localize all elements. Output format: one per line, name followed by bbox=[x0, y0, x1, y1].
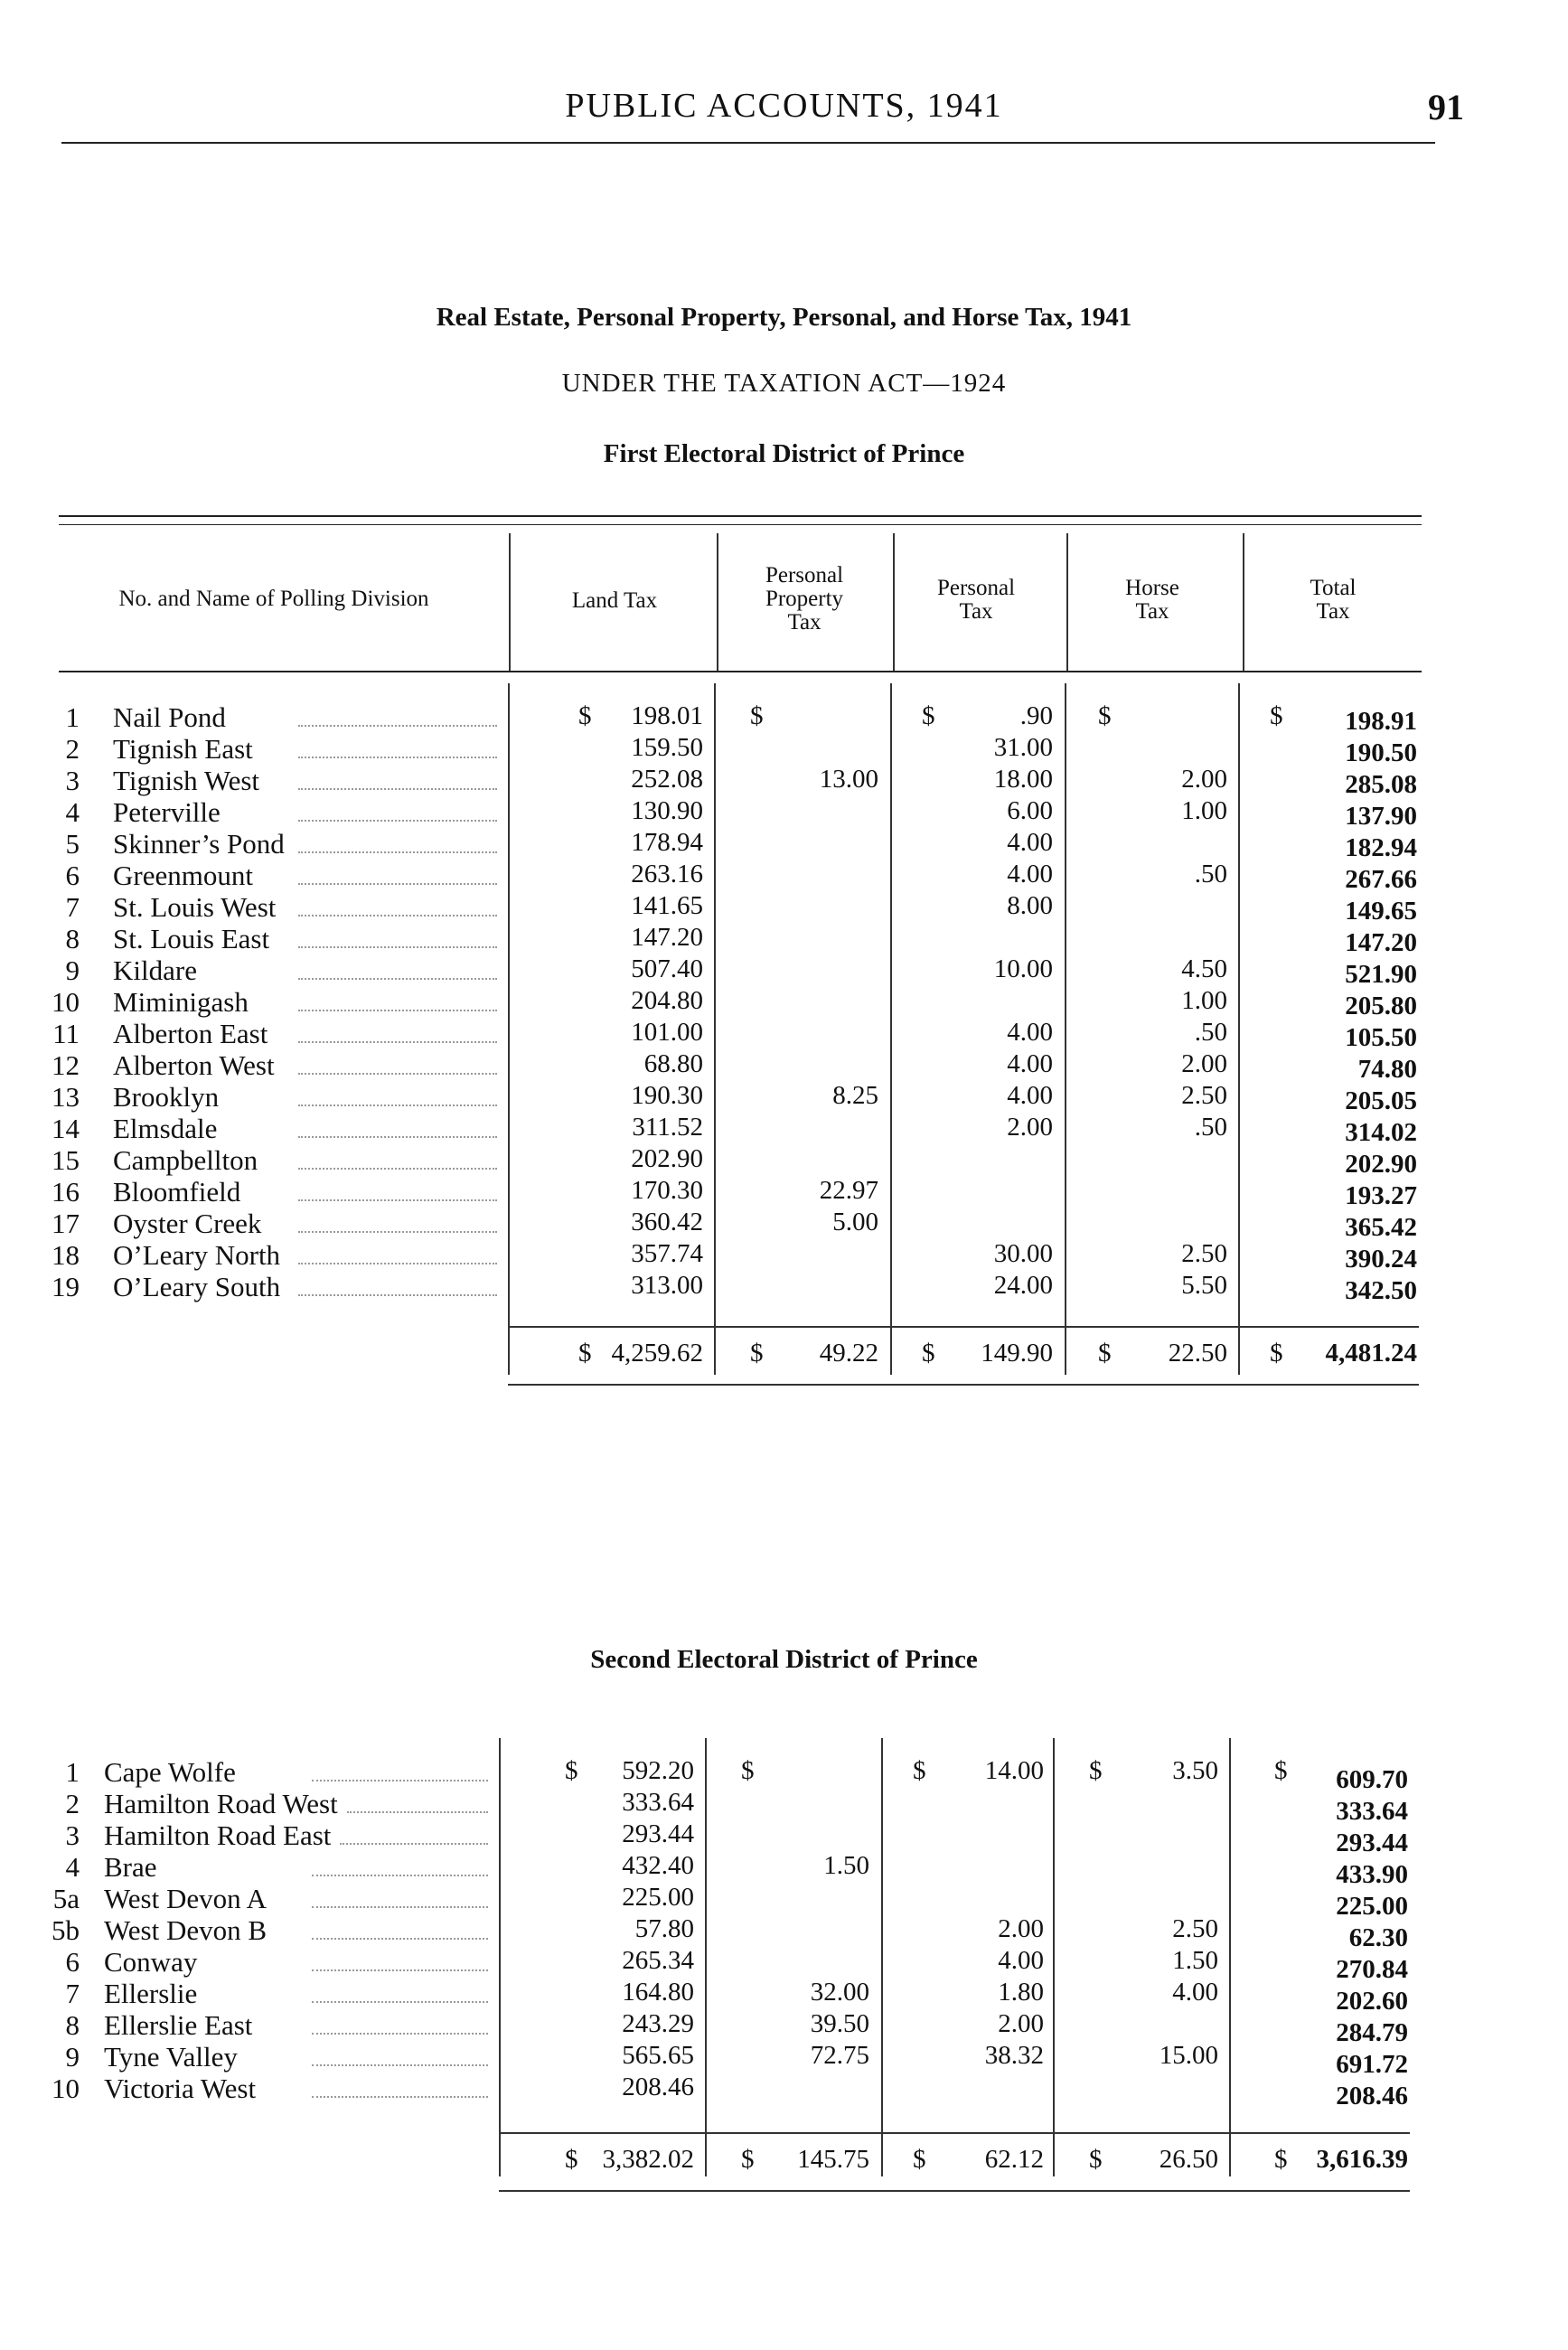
sum-rule bbox=[1053, 2132, 1229, 2134]
land-tax-value: 252.08 bbox=[631, 765, 703, 794]
polling-division-name: St. Louis East bbox=[113, 923, 270, 954]
personal-tax-value: 30.00 bbox=[993, 1239, 1053, 1268]
table-head-rule-bottom bbox=[59, 671, 1422, 672]
personal-tax-value: 2.00 bbox=[998, 2009, 1044, 2038]
total-tax-value: 205.05 bbox=[1345, 1086, 1417, 1115]
polling-division-name: St. Louis West bbox=[113, 891, 277, 923]
dot-leader bbox=[298, 1294, 497, 1296]
currency-symbol: $ bbox=[750, 1339, 764, 1368]
polling-division-name: Alberton East bbox=[113, 1018, 268, 1049]
table-row bbox=[0, 1756, 1568, 1794]
polling-division-name: West Devon A bbox=[104, 1883, 268, 1914]
table-row bbox=[0, 2009, 1568, 2047]
land-tax-total: 4,259.62 bbox=[611, 1339, 703, 1368]
land-tax-value: 101.00 bbox=[631, 1018, 703, 1047]
polling-division-name: Skinner’s Pond bbox=[113, 828, 285, 860]
header-rule bbox=[61, 142, 1435, 144]
land-tax-value: 141.65 bbox=[631, 891, 703, 920]
row-number: 2 bbox=[65, 1788, 80, 1819]
total-tax-value: 202.90 bbox=[1345, 1150, 1417, 1179]
currency-symbol: $ bbox=[565, 1756, 578, 1785]
header-separator bbox=[893, 533, 895, 671]
polling-division-name: Greenmount bbox=[113, 860, 253, 891]
land-tax-value: 164.80 bbox=[622, 1978, 694, 2007]
polling-division-name: Elmsdale bbox=[113, 1113, 218, 1144]
total-tax-value: 182.94 bbox=[1345, 833, 1417, 862]
row-number: 2 bbox=[65, 733, 80, 765]
land-tax-value: 507.40 bbox=[631, 954, 703, 983]
row-number: 17 bbox=[52, 1208, 80, 1239]
personal-property-tax-total: 49.22 bbox=[819, 1339, 878, 1368]
polling-division-name: Ellerslie East bbox=[104, 2009, 253, 2041]
total-tax-value: 521.90 bbox=[1345, 960, 1417, 989]
horse-tax-value: 3.50 bbox=[1172, 1756, 1218, 1785]
table-row bbox=[0, 828, 1568, 860]
table-row bbox=[0, 701, 1568, 734]
horse-tax-value: 5.50 bbox=[1181, 1271, 1227, 1300]
header-separator bbox=[717, 533, 718, 671]
polling-division-name: Peterville bbox=[113, 796, 221, 828]
total-tax-value: 225.00 bbox=[1336, 1892, 1408, 1921]
total-tax-value: 293.44 bbox=[1336, 1828, 1408, 1857]
sum-rule bbox=[1065, 1384, 1238, 1386]
dot-leader bbox=[312, 1780, 488, 1781]
row-number: 4 bbox=[65, 796, 80, 828]
row-number: 5b bbox=[52, 1914, 80, 1946]
currency-symbol: $ bbox=[1098, 701, 1112, 730]
polling-division-name: Hamilton Road East bbox=[104, 1819, 332, 1851]
land-tax-value: 263.16 bbox=[631, 860, 703, 888]
dot-leader bbox=[298, 1168, 497, 1170]
horse-tax-value: 1.00 bbox=[1181, 796, 1227, 825]
table-title: Real Estate, Personal Property, Personal, and Horse Tax, 1941 bbox=[436, 303, 1132, 332]
sum-rule bbox=[705, 2132, 881, 2134]
personal-tax-value: 1.80 bbox=[998, 1978, 1044, 2007]
personal-tax-total: 62.12 bbox=[984, 2145, 1044, 2174]
currency-symbol: $ bbox=[750, 701, 764, 730]
personal-tax-total: 149.90 bbox=[981, 1339, 1053, 1368]
horse-tax-value: 1.00 bbox=[1181, 986, 1227, 1015]
currency-symbol: $ bbox=[913, 1756, 926, 1785]
district-title-first: First Electoral District of Prince bbox=[603, 439, 965, 468]
personal-tax-value: 4.00 bbox=[1007, 828, 1053, 857]
sum-rule bbox=[508, 1326, 714, 1328]
sum-rule bbox=[499, 2190, 705, 2192]
personal-tax-value: 8.00 bbox=[1007, 891, 1053, 920]
table-row bbox=[0, 1788, 1568, 1826]
row-number: 7 bbox=[65, 891, 80, 923]
total-tax-value: 198.91 bbox=[1345, 707, 1417, 736]
page-number: 91 bbox=[1428, 87, 1464, 127]
row-number: 19 bbox=[52, 1271, 80, 1302]
currency-symbol: $ bbox=[578, 1339, 592, 1368]
personal-property-tax-value: 72.75 bbox=[810, 2041, 869, 2070]
column-header-name: No. and Name of Polling Division bbox=[118, 587, 429, 611]
dot-leader bbox=[298, 788, 497, 790]
horse-tax-value: 2.50 bbox=[1181, 1081, 1227, 1110]
row-number: 13 bbox=[52, 1081, 80, 1113]
row-number: 16 bbox=[52, 1176, 80, 1208]
land-tax-value: 565.65 bbox=[622, 2041, 694, 2070]
sum-rule bbox=[881, 2132, 1053, 2134]
grand-total: 4,481.24 bbox=[1325, 1339, 1417, 1368]
horse-tax-value: 4.00 bbox=[1172, 1978, 1218, 2007]
personal-tax-value: 38.32 bbox=[984, 2041, 1044, 2070]
personal-tax-value: 4.00 bbox=[1007, 1081, 1053, 1110]
total-tax-value: 365.42 bbox=[1345, 1213, 1417, 1242]
column-header-land: Land Tax bbox=[571, 588, 658, 613]
column-header-horse: Horse Tax bbox=[1125, 576, 1179, 624]
land-tax-value: 178.94 bbox=[631, 828, 703, 857]
land-tax-value: 208.46 bbox=[622, 2073, 694, 2101]
polling-division-name: Miminigash bbox=[113, 986, 249, 1018]
total-tax-value: 205.80 bbox=[1345, 992, 1417, 1020]
dot-leader bbox=[298, 978, 497, 980]
dot-leader bbox=[298, 820, 497, 822]
total-tax-value: 202.60 bbox=[1336, 1987, 1408, 2016]
total-tax-value: 267.66 bbox=[1345, 865, 1417, 894]
total-tax-value: 390.24 bbox=[1345, 1245, 1417, 1274]
personal-tax-value: 4.00 bbox=[1007, 1018, 1053, 1047]
dot-leader bbox=[312, 2001, 488, 2003]
table-row bbox=[0, 1018, 1568, 1050]
land-tax-value: 170.30 bbox=[631, 1176, 703, 1205]
table-row bbox=[0, 2073, 1568, 2110]
act-subtitle: UNDER THE TAXATION ACT—1924 bbox=[561, 369, 1007, 398]
sum-rule bbox=[1065, 1326, 1238, 1328]
total-tax-value: 193.27 bbox=[1345, 1181, 1417, 1210]
polling-division-name: O’Leary North bbox=[113, 1239, 281, 1271]
polling-division-name: Tignish East bbox=[113, 733, 253, 765]
land-tax-value: 592.20 bbox=[622, 1756, 694, 1785]
land-tax-value: 313.00 bbox=[631, 1271, 703, 1300]
polling-division-name: Nail Pond bbox=[113, 701, 226, 733]
personal-property-tax-total: 145.75 bbox=[797, 2145, 869, 2174]
land-tax-total: 3,382.02 bbox=[602, 2145, 694, 2174]
dot-leader bbox=[298, 757, 497, 758]
total-tax-value: 74.80 bbox=[1357, 1055, 1417, 1084]
total-tax-value: 208.46 bbox=[1336, 2082, 1408, 2110]
land-tax-value: 225.00 bbox=[622, 1883, 694, 1912]
row-number: 5a bbox=[52, 1883, 80, 1914]
dot-leader bbox=[298, 915, 497, 916]
horse-tax-value: 1.50 bbox=[1172, 1946, 1218, 1975]
row-number: 15 bbox=[52, 1144, 80, 1176]
total-tax-value: 609.70 bbox=[1336, 1765, 1408, 1794]
total-tax-value: 62.30 bbox=[1348, 1923, 1408, 1952]
polling-division-name: Hamilton Road West bbox=[104, 1788, 338, 1819]
sum-rule bbox=[1238, 1384, 1419, 1386]
table-row bbox=[0, 923, 1568, 955]
table-row bbox=[0, 1144, 1568, 1177]
currency-symbol: $ bbox=[1270, 701, 1283, 730]
personal-tax-value: 4.00 bbox=[1007, 1049, 1053, 1078]
dot-leader bbox=[347, 1811, 488, 1813]
table-row bbox=[0, 1113, 1568, 1145]
currency-symbol: $ bbox=[741, 2145, 755, 2174]
polling-division-name: Kildare bbox=[113, 954, 197, 986]
table-row bbox=[0, 986, 1568, 1019]
row-number: 9 bbox=[65, 954, 80, 986]
land-tax-value: 357.74 bbox=[631, 1239, 703, 1268]
polling-division-name: Ellerslie bbox=[104, 1978, 198, 2009]
sum-rule bbox=[705, 2190, 881, 2192]
currency-symbol: $ bbox=[922, 1339, 935, 1368]
row-number: 5 bbox=[65, 828, 80, 860]
currency-symbol: $ bbox=[1274, 1756, 1288, 1785]
horse-tax-value: 2.50 bbox=[1172, 1914, 1218, 1943]
table-row bbox=[0, 1081, 1568, 1114]
row-number: 6 bbox=[65, 1946, 80, 1978]
sum-rule bbox=[1229, 2132, 1410, 2134]
land-tax-value: 243.29 bbox=[622, 2009, 694, 2038]
table-row bbox=[0, 954, 1568, 987]
polling-division-name: Victoria West bbox=[104, 2073, 257, 2104]
personal-property-tax-value: 13.00 bbox=[819, 765, 878, 794]
personal-tax-value: 2.00 bbox=[998, 1914, 1044, 1943]
polling-division-name: Bloomfield bbox=[113, 1176, 241, 1208]
total-tax-value: 137.90 bbox=[1345, 802, 1417, 831]
currency-symbol: $ bbox=[1089, 1756, 1103, 1785]
total-tax-value: 333.64 bbox=[1336, 1797, 1408, 1826]
currency-symbol: $ bbox=[565, 2145, 578, 2174]
table-row bbox=[0, 1239, 1568, 1272]
sum-rule bbox=[890, 1384, 1065, 1386]
table-row bbox=[0, 1176, 1568, 1208]
dot-leader bbox=[298, 1073, 497, 1075]
sum-rule bbox=[499, 2132, 705, 2134]
horse-tax-value: 4.50 bbox=[1181, 954, 1227, 983]
personal-tax-value: 14.00 bbox=[984, 1756, 1044, 1785]
district-title-second: Second Electoral District of Prince bbox=[590, 1645, 978, 1674]
dot-leader bbox=[298, 1263, 497, 1264]
sum-rule bbox=[508, 1384, 714, 1386]
sum-rule bbox=[1238, 1326, 1419, 1328]
row-number: 3 bbox=[65, 765, 80, 796]
dot-leader bbox=[312, 1938, 488, 1940]
row-number: 10 bbox=[52, 986, 80, 1018]
polling-division-name: Cape Wolfe bbox=[104, 1756, 236, 1788]
dot-leader bbox=[298, 1231, 497, 1233]
total-tax-value: 149.65 bbox=[1345, 897, 1417, 926]
table-row bbox=[0, 1946, 1568, 1984]
sum-rule bbox=[890, 1326, 1065, 1328]
row-number: 9 bbox=[65, 2041, 80, 2073]
column-header-personal-property: Personal Property Tax bbox=[765, 563, 844, 634]
dot-leader bbox=[312, 1875, 488, 1876]
personal-property-tax-value: 8.25 bbox=[832, 1081, 878, 1110]
dot-leader bbox=[312, 2096, 488, 2098]
horse-tax-total: 26.50 bbox=[1159, 2145, 1218, 2174]
dot-leader bbox=[312, 2064, 488, 2066]
row-number: 14 bbox=[52, 1113, 80, 1144]
table-row bbox=[0, 1819, 1568, 1857]
polling-division-name: Alberton West bbox=[113, 1049, 275, 1081]
header-separator bbox=[509, 533, 511, 671]
row-number: 12 bbox=[52, 1049, 80, 1081]
dot-leader bbox=[298, 1136, 497, 1138]
land-tax-value: 360.42 bbox=[631, 1208, 703, 1236]
table-row bbox=[0, 796, 1568, 829]
row-number: 7 bbox=[65, 1978, 80, 2009]
polling-division-name: Brooklyn bbox=[113, 1081, 220, 1113]
dot-leader bbox=[312, 2033, 488, 2035]
personal-property-tax-value: 22.97 bbox=[819, 1176, 878, 1205]
land-tax-value: 57.80 bbox=[634, 1914, 694, 1943]
total-tax-value: 270.84 bbox=[1336, 1955, 1408, 1984]
dot-leader bbox=[298, 1010, 497, 1011]
polling-division-name: Tignish West bbox=[113, 765, 260, 796]
dot-leader bbox=[298, 725, 497, 727]
currency-symbol: $ bbox=[1274, 2145, 1288, 2174]
table-head-rule-top bbox=[59, 515, 1422, 517]
dot-leader bbox=[298, 851, 497, 853]
table-row bbox=[0, 1851, 1568, 1889]
polling-division-name: Brae bbox=[104, 1851, 157, 1883]
horse-tax-value: .50 bbox=[1194, 1018, 1227, 1047]
horse-tax-value: .50 bbox=[1194, 860, 1227, 888]
land-tax-value: 202.90 bbox=[631, 1144, 703, 1173]
horse-tax-total: 22.50 bbox=[1168, 1339, 1227, 1368]
currency-symbol: $ bbox=[578, 701, 592, 730]
row-number: 1 bbox=[65, 1756, 80, 1788]
table-row bbox=[0, 1978, 1568, 2016]
land-tax-value: 190.30 bbox=[631, 1081, 703, 1110]
total-tax-value: 342.50 bbox=[1345, 1276, 1417, 1305]
personal-property-tax-value: 39.50 bbox=[810, 2009, 869, 2038]
column-header-personal: Personal Tax bbox=[936, 576, 1016, 624]
dot-leader bbox=[312, 1906, 488, 1908]
total-tax-value: 147.20 bbox=[1345, 928, 1417, 957]
land-tax-value: 198.01 bbox=[631, 701, 703, 730]
total-tax-value: 285.08 bbox=[1345, 770, 1417, 799]
table-row bbox=[0, 891, 1568, 924]
personal-tax-value: 31.00 bbox=[993, 733, 1053, 762]
currency-symbol: $ bbox=[741, 1756, 755, 1785]
personal-property-tax-value: 5.00 bbox=[832, 1208, 878, 1236]
row-number: 1 bbox=[65, 701, 80, 733]
currency-symbol: $ bbox=[1270, 1339, 1283, 1368]
polling-division-name: Tyne Valley bbox=[104, 2041, 238, 2073]
horse-tax-value: 15.00 bbox=[1159, 2041, 1218, 2070]
row-number: 6 bbox=[65, 860, 80, 891]
land-tax-value: 159.50 bbox=[631, 733, 703, 762]
dot-leader bbox=[312, 1969, 488, 1971]
land-tax-value: 68.80 bbox=[643, 1049, 703, 1078]
row-number: 8 bbox=[65, 2009, 80, 2041]
land-tax-value: 293.44 bbox=[622, 1819, 694, 1848]
personal-tax-value: .90 bbox=[1019, 701, 1053, 730]
horse-tax-value: 2.00 bbox=[1181, 1049, 1227, 1078]
personal-tax-value: 18.00 bbox=[993, 765, 1053, 794]
total-tax-value: 691.72 bbox=[1336, 2050, 1408, 2079]
personal-tax-value: 2.00 bbox=[1007, 1113, 1053, 1142]
column-header-total: Total Tax bbox=[1310, 576, 1357, 624]
land-tax-value: 204.80 bbox=[631, 986, 703, 1015]
polling-division-name: Campbellton bbox=[113, 1144, 258, 1176]
personal-tax-value: 24.00 bbox=[993, 1271, 1053, 1300]
personal-property-tax-value: 32.00 bbox=[810, 1978, 869, 2007]
personal-tax-value: 4.00 bbox=[1007, 860, 1053, 888]
horse-tax-value: 2.00 bbox=[1181, 765, 1227, 794]
row-number: 10 bbox=[52, 2073, 80, 2104]
personal-tax-value: 6.00 bbox=[1007, 796, 1053, 825]
total-tax-value: 314.02 bbox=[1345, 1118, 1417, 1147]
row-number: 4 bbox=[65, 1851, 80, 1883]
row-number: 18 bbox=[52, 1239, 80, 1271]
land-tax-value: 130.90 bbox=[631, 796, 703, 825]
land-tax-value: 147.20 bbox=[631, 923, 703, 952]
table-row bbox=[0, 1914, 1568, 1952]
total-tax-value: 190.50 bbox=[1345, 738, 1417, 767]
row-number: 11 bbox=[52, 1018, 80, 1049]
land-tax-value: 432.40 bbox=[622, 1851, 694, 1880]
dot-leader bbox=[298, 1104, 497, 1106]
currency-symbol: $ bbox=[1089, 2145, 1103, 2174]
row-number: 3 bbox=[65, 1819, 80, 1851]
table-head-rule-top-thin bbox=[59, 524, 1422, 525]
dot-leader bbox=[298, 946, 497, 948]
table-row bbox=[0, 1883, 1568, 1921]
dot-leader bbox=[298, 1041, 497, 1043]
dot-leader bbox=[340, 1843, 488, 1845]
sum-rule bbox=[1229, 2190, 1410, 2192]
total-tax-value: 105.50 bbox=[1345, 1023, 1417, 1052]
polling-division-name: O’Leary South bbox=[113, 1271, 281, 1302]
land-tax-value: 311.52 bbox=[632, 1113, 703, 1142]
table-row bbox=[0, 765, 1568, 797]
table-row bbox=[0, 860, 1568, 892]
dot-leader bbox=[298, 883, 497, 885]
sum-rule bbox=[1053, 2190, 1229, 2192]
total-tax-value: 433.90 bbox=[1336, 1860, 1408, 1889]
table-row bbox=[0, 1049, 1568, 1082]
table-row bbox=[0, 1208, 1568, 1240]
grand-total: 3,616.39 bbox=[1316, 2145, 1408, 2174]
polling-division-name: West Devon B bbox=[104, 1914, 268, 1946]
horse-tax-value: 2.50 bbox=[1181, 1239, 1227, 1268]
page-header-title: PUBLIC ACCOUNTS, 1941 bbox=[565, 87, 1003, 125]
land-tax-value: 265.34 bbox=[622, 1946, 694, 1975]
header-separator bbox=[1243, 533, 1244, 671]
currency-symbol: $ bbox=[1098, 1339, 1112, 1368]
sum-rule bbox=[881, 2190, 1053, 2192]
land-tax-value: 333.64 bbox=[622, 1788, 694, 1817]
table-row bbox=[0, 2041, 1568, 2079]
total-tax-value: 284.79 bbox=[1336, 2018, 1408, 2047]
currency-symbol: $ bbox=[913, 2145, 926, 2174]
sum-rule bbox=[714, 1384, 890, 1386]
horse-tax-value: .50 bbox=[1194, 1113, 1227, 1142]
currency-symbol: $ bbox=[922, 701, 935, 730]
personal-tax-value: 4.00 bbox=[998, 1946, 1044, 1975]
polling-division-name: Conway bbox=[104, 1946, 198, 1978]
header-separator bbox=[1066, 533, 1068, 671]
sum-rule bbox=[714, 1326, 890, 1328]
table-row bbox=[0, 1271, 1568, 1303]
personal-tax-value: 10.00 bbox=[993, 954, 1053, 983]
personal-property-tax-value: 1.50 bbox=[823, 1851, 869, 1880]
polling-division-name: Oyster Creek bbox=[113, 1208, 262, 1239]
dot-leader bbox=[298, 1199, 497, 1201]
table-row bbox=[0, 733, 1568, 766]
row-number: 8 bbox=[65, 923, 80, 954]
